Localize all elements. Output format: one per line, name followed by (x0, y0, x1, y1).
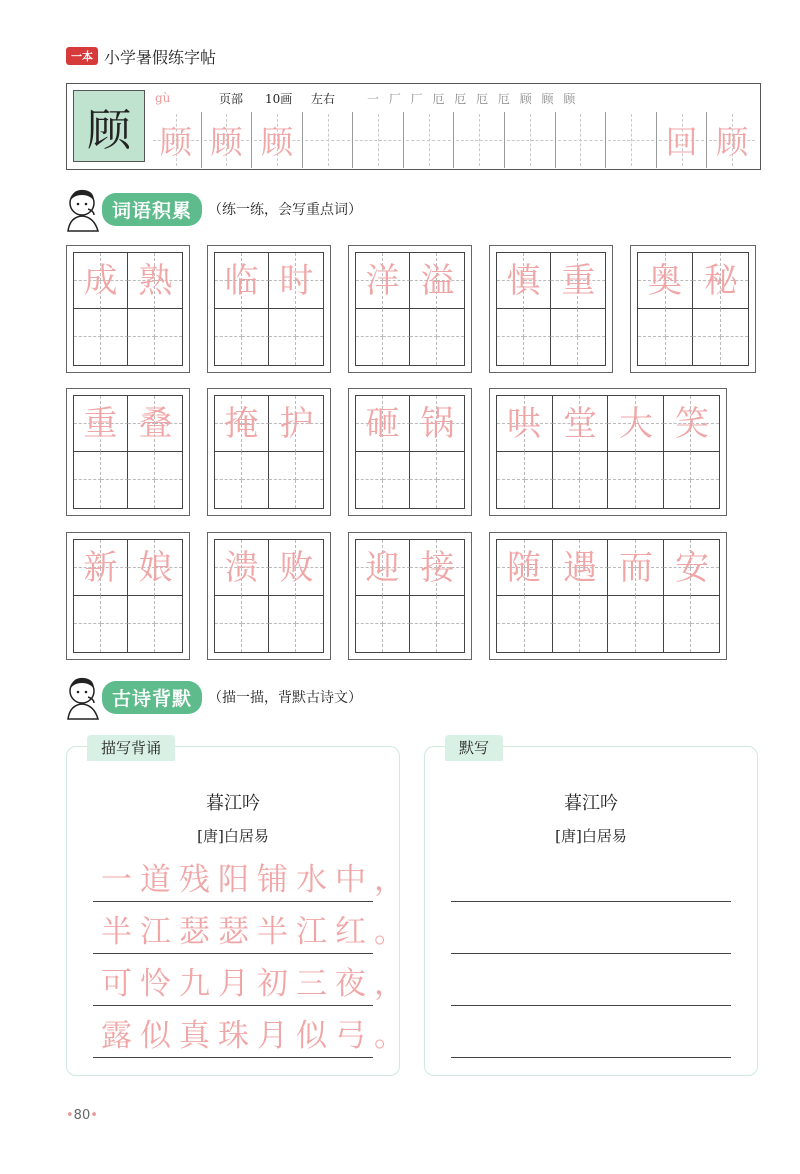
writing-grid-cell[interactable] (525, 624, 553, 652)
writing-grid-cell[interactable] (155, 480, 182, 508)
writing-grid-cell[interactable] (553, 480, 581, 508)
word-practice-box (66, 245, 190, 373)
writing-grid-cell[interactable] (410, 337, 437, 365)
page-header (66, 44, 216, 68)
structure: 左右 (311, 91, 336, 106)
trace-word (496, 252, 606, 310)
writing-grid-cell[interactable] (693, 309, 721, 337)
poem-line (93, 901, 413, 954)
writing-grid-cell[interactable] (269, 596, 296, 624)
writing-grid-cell[interactable] (296, 480, 323, 508)
writing-grid-cell[interactable] (101, 596, 128, 624)
writing-grid-cell[interactable] (356, 480, 383, 508)
poem-line-text: 半江瑟瑟半江红。 (101, 914, 413, 950)
poem-section-note: （描一描，背默古诗文） (208, 690, 363, 706)
trace-word (637, 252, 749, 310)
character-info (155, 85, 755, 111)
writing-grid-cell[interactable] (356, 337, 383, 365)
writing-grid-cell[interactable] (524, 337, 551, 365)
writing-grid-cell[interactable] (664, 596, 692, 624)
writing-grid-cell[interactable] (638, 337, 666, 365)
trace-word (355, 252, 465, 310)
trace-character: 遇 (563, 548, 597, 588)
target-character: 顾 (73, 90, 145, 162)
practice-cell[interactable] (657, 112, 708, 168)
trace-character: 护 (279, 404, 314, 444)
writing-grid-cell[interactable] (525, 596, 553, 624)
writing-grid-cell[interactable] (101, 452, 128, 480)
trace-character: 大 (619, 404, 653, 444)
writing-grid-cell[interactable] (497, 309, 524, 337)
practice-cell[interactable] (606, 112, 657, 168)
trace-character: 回 (665, 123, 698, 161)
writing-grid-cell[interactable] (74, 452, 101, 480)
writing-grid-cell[interactable] (296, 337, 323, 365)
trace-character: 砸 (365, 404, 400, 444)
writing-grid-cell[interactable] (638, 309, 666, 337)
trace-word (214, 395, 324, 453)
writing-grid-cell[interactable] (296, 624, 323, 652)
writing-grid-cell[interactable] (551, 337, 578, 365)
writing-grid-cell[interactable] (524, 309, 551, 337)
writing-grid-cell[interactable] (691, 480, 719, 508)
trace-character: 溢 (420, 261, 455, 301)
practice-cell[interactable] (202, 112, 253, 168)
writing-grid-cell[interactable] (74, 596, 101, 624)
word-practice-box (207, 388, 331, 516)
trace-word (73, 395, 183, 453)
practice-cell[interactable] (505, 112, 556, 168)
writing-grid-cell[interactable] (666, 309, 694, 337)
writing-grid-cell[interactable] (296, 452, 323, 480)
poem-line (93, 849, 413, 902)
writing-grid-cell[interactable] (242, 452, 269, 480)
writing-grid-cell[interactable] (242, 624, 269, 652)
trace-word (496, 539, 720, 597)
trace-character: 时 (279, 261, 314, 301)
poem-section-label: 古诗背默 (102, 681, 202, 714)
writing-grid-cell[interactable] (636, 480, 664, 508)
writing-grid-cell[interactable] (383, 596, 410, 624)
trace-tab: 描写背诵 (87, 735, 175, 761)
writing-grid-cell[interactable] (410, 596, 437, 624)
writing-grid-cell[interactable] (664, 480, 692, 508)
writing-grid-cell[interactable] (128, 624, 155, 652)
writing-grid-cell[interactable] (356, 452, 383, 480)
writing-grid-cell[interactable] (551, 309, 578, 337)
writing-grid-cell[interactable] (242, 596, 269, 624)
writing-grid-cell[interactable] (525, 452, 553, 480)
writing-grid-cell[interactable] (580, 480, 608, 508)
writing-grid-cell[interactable] (693, 337, 721, 365)
writing-grid-cell[interactable] (578, 309, 605, 337)
thinking-boy-icon (60, 185, 108, 233)
trace-character: 洋 (365, 261, 400, 301)
writing-grid-cell[interactable] (215, 452, 242, 480)
writing-grid-cell[interactable] (155, 596, 182, 624)
writing-grid-cell[interactable] (608, 452, 636, 480)
writing-grid-cell[interactable] (497, 596, 525, 624)
writing-grid-cell[interactable] (580, 624, 608, 652)
writing-grid-cell[interactable] (580, 596, 608, 624)
trace-character: 溃 (224, 548, 259, 588)
writing-grid-cell[interactable] (296, 596, 323, 624)
trace-character: 安 (675, 548, 709, 588)
writing-grid-cell[interactable] (383, 624, 410, 652)
writing-grid-cell[interactable] (128, 309, 155, 337)
writing-grid-cell[interactable] (269, 309, 296, 337)
writing-grid-cell[interactable] (664, 452, 692, 480)
practice-cell[interactable] (404, 112, 455, 168)
writing-grid-cell[interactable] (636, 596, 664, 624)
trace-character: 熟 (138, 261, 173, 301)
vocab-section-label: 词语积累 (102, 193, 202, 226)
trace-character: 败 (279, 548, 314, 588)
writing-grid-cell[interactable] (525, 480, 553, 508)
trace-character: 锅 (420, 404, 455, 444)
writing-grid-cell[interactable] (497, 337, 524, 365)
writing-grid-cell[interactable] (242, 480, 269, 508)
poem-line-text: 一道残阳铺水中， (101, 862, 413, 898)
practice-cell[interactable] (252, 112, 303, 168)
word-practice-box (348, 388, 472, 516)
word-practice-box (66, 388, 190, 516)
writing-grid-cell[interactable] (636, 624, 664, 652)
poem-line-text: 露似真珠月似弓。 (101, 1018, 413, 1054)
writing-grid-cell[interactable] (383, 452, 410, 480)
writing-grid-cell[interactable] (608, 624, 636, 652)
writing-grid-cell[interactable] (101, 309, 128, 337)
writing-grid-cell[interactable] (128, 337, 155, 365)
trace-character: 而 (619, 548, 653, 588)
writing-grid-cell[interactable] (356, 596, 383, 624)
writing-grid-cell[interactable] (664, 624, 692, 652)
writing-grid-cell[interactable] (383, 337, 410, 365)
dictation-line[interactable] (451, 953, 731, 1006)
writing-grid-cell[interactable] (74, 480, 101, 508)
writing-grid-cell[interactable] (410, 309, 437, 337)
trace-character: 随 (507, 548, 541, 588)
word-practice-box (348, 245, 472, 373)
book-title: 小学暑假练字帖 (104, 47, 217, 67)
writing-grid-cell[interactable] (691, 452, 719, 480)
writing-grid-cell[interactable] (74, 624, 101, 652)
word-practice-box (66, 532, 190, 660)
writing-grid-cell[interactable] (608, 596, 636, 624)
writing-grid-cell[interactable] (101, 480, 128, 508)
writing-grid-cell[interactable] (437, 480, 464, 508)
trace-word (214, 539, 324, 597)
writing-grid-cell[interactable] (215, 337, 242, 365)
trace-character: 成 (83, 261, 118, 301)
practice-cells (151, 112, 757, 168)
trace-character: 接 (420, 548, 455, 588)
trace-character: 慎 (506, 261, 541, 301)
word-practice-box (489, 532, 727, 660)
writing-grid-cell[interactable] (578, 337, 605, 365)
writing-grid-cell[interactable] (410, 480, 437, 508)
trace-word (355, 539, 465, 597)
trace-character: 笑 (675, 404, 709, 444)
writing-grid-cell[interactable] (437, 596, 464, 624)
trace-character: 奥 (648, 261, 682, 301)
trace-word (214, 252, 324, 310)
dictation-poem-card (424, 739, 758, 1076)
writing-grid-cell[interactable] (553, 452, 581, 480)
writing-grid-cell[interactable] (410, 452, 437, 480)
poem-line-text: 可怜九月初三夜， (101, 966, 413, 1002)
writing-grid-cell[interactable] (128, 452, 155, 480)
writing-grid-cell[interactable] (437, 624, 464, 652)
writing-grid-cell[interactable] (553, 624, 581, 652)
trace-poem-card (66, 739, 413, 1076)
writing-grid-cell[interactable] (215, 596, 242, 624)
word-practice-box (348, 532, 472, 660)
trace-character: 秘 (704, 261, 738, 301)
writing-grid-cell[interactable] (215, 624, 242, 652)
poem-title: 暮江吟 (206, 793, 260, 814)
writing-grid-cell[interactable] (269, 452, 296, 480)
practice-cell[interactable] (353, 112, 404, 168)
trace-character: 顾 (210, 123, 243, 161)
dictation-line[interactable] (451, 901, 731, 954)
trace-character: 娘 (138, 548, 173, 588)
thinking-boy-icon (60, 673, 108, 721)
practice-cell[interactable] (151, 112, 202, 168)
trace-word (73, 252, 183, 310)
trace-character: 迎 (365, 548, 400, 588)
writing-grid-cell[interactable] (242, 337, 269, 365)
dictation-tab: 默写 (445, 735, 503, 761)
page-number: •80• (66, 1108, 98, 1123)
word-practice-box (207, 532, 331, 660)
writing-grid-cell[interactable] (155, 337, 182, 365)
word-practice-box (630, 245, 756, 373)
brand-tag: 一本 (66, 47, 98, 65)
poem-author: [唐]白居易 (555, 827, 627, 845)
writing-grid-cell[interactable] (497, 452, 525, 480)
writing-grid-cell[interactable] (437, 452, 464, 480)
word-practice-box (207, 245, 331, 373)
stroke-order: 一 厂 厂 厄 厄 厄 厄 顾 顾 顾 (367, 91, 579, 106)
trace-character: 叠 (138, 404, 173, 444)
writing-grid-cell[interactable] (437, 337, 464, 365)
writing-grid-cell[interactable] (356, 309, 383, 337)
writing-grid-cell[interactable] (155, 624, 182, 652)
writing-grid-cell[interactable] (155, 452, 182, 480)
writing-grid-cell[interactable] (721, 337, 749, 365)
vocab-section-header (60, 185, 362, 233)
writing-grid-cell[interactable] (155, 309, 182, 337)
writing-grid-cell[interactable] (608, 480, 636, 508)
practice-cell[interactable] (556, 112, 607, 168)
trace-character: 临 (224, 261, 259, 301)
writing-grid-cell[interactable] (296, 309, 323, 337)
page-number-text: 80 (73, 1108, 91, 1123)
writing-grid-cell[interactable] (497, 480, 525, 508)
trace-character: 重 (83, 404, 118, 444)
vocab-section-note: （练一练，会写重点词） (208, 202, 363, 218)
trace-character: 掩 (224, 404, 259, 444)
dictation-line[interactable] (451, 849, 731, 902)
writing-grid-cell[interactable] (101, 624, 128, 652)
pinyin: gù (155, 91, 171, 105)
writing-grid-cell[interactable] (383, 480, 410, 508)
trace-word (73, 539, 183, 597)
writing-grid-cell[interactable] (74, 309, 101, 337)
poem-title: 暮江吟 (564, 793, 618, 814)
writing-grid-cell[interactable] (101, 337, 128, 365)
writing-grid-cell[interactable] (636, 452, 664, 480)
writing-grid-cell[interactable] (437, 309, 464, 337)
dictation-line[interactable] (451, 1005, 731, 1058)
trace-character: 哄 (507, 404, 541, 444)
writing-grid-cell[interactable] (666, 337, 694, 365)
writing-grid-cell[interactable] (242, 309, 269, 337)
poem-line (93, 953, 413, 1006)
writing-grid-cell[interactable] (74, 337, 101, 365)
word-practice-box (489, 388, 727, 516)
writing-grid-cell[interactable] (580, 452, 608, 480)
practice-cell[interactable] (303, 112, 354, 168)
writing-grid-cell[interactable] (383, 309, 410, 337)
writing-grid-cell[interactable] (128, 596, 155, 624)
writing-grid-cell[interactable] (553, 596, 581, 624)
stroke-count: 10画 (265, 91, 293, 106)
writing-grid-cell[interactable] (721, 309, 749, 337)
trace-word (496, 395, 720, 453)
writing-grid-cell[interactable] (691, 624, 719, 652)
writing-grid-cell[interactable] (215, 480, 242, 508)
writing-grid-cell[interactable] (410, 624, 437, 652)
poem-line (93, 1005, 413, 1058)
writing-grid-cell[interactable] (497, 624, 525, 652)
writing-grid-cell[interactable] (269, 480, 296, 508)
trace-character: 顾 (159, 123, 192, 161)
trace-character: 重 (561, 261, 596, 301)
writing-grid-cell[interactable] (356, 624, 383, 652)
character-practice-row (66, 83, 761, 170)
poem-author: [唐]白居易 (197, 827, 269, 845)
writing-grid-cell[interactable] (128, 480, 155, 508)
writing-grid-cell[interactable] (269, 624, 296, 652)
trace-character: 新 (83, 548, 118, 588)
trace-character: 堂 (563, 404, 597, 444)
writing-grid-cell[interactable] (691, 596, 719, 624)
radical: 页部 (219, 91, 244, 106)
trace-character: 顾 (716, 123, 749, 161)
practice-cell[interactable] (707, 112, 757, 168)
trace-word (355, 395, 465, 453)
writing-grid-cell[interactable] (269, 337, 296, 365)
word-practice-box (489, 245, 613, 373)
writing-grid-cell[interactable] (215, 309, 242, 337)
trace-character: 顾 (260, 123, 293, 161)
poem-section-header (60, 673, 362, 721)
practice-cell[interactable] (454, 112, 505, 168)
